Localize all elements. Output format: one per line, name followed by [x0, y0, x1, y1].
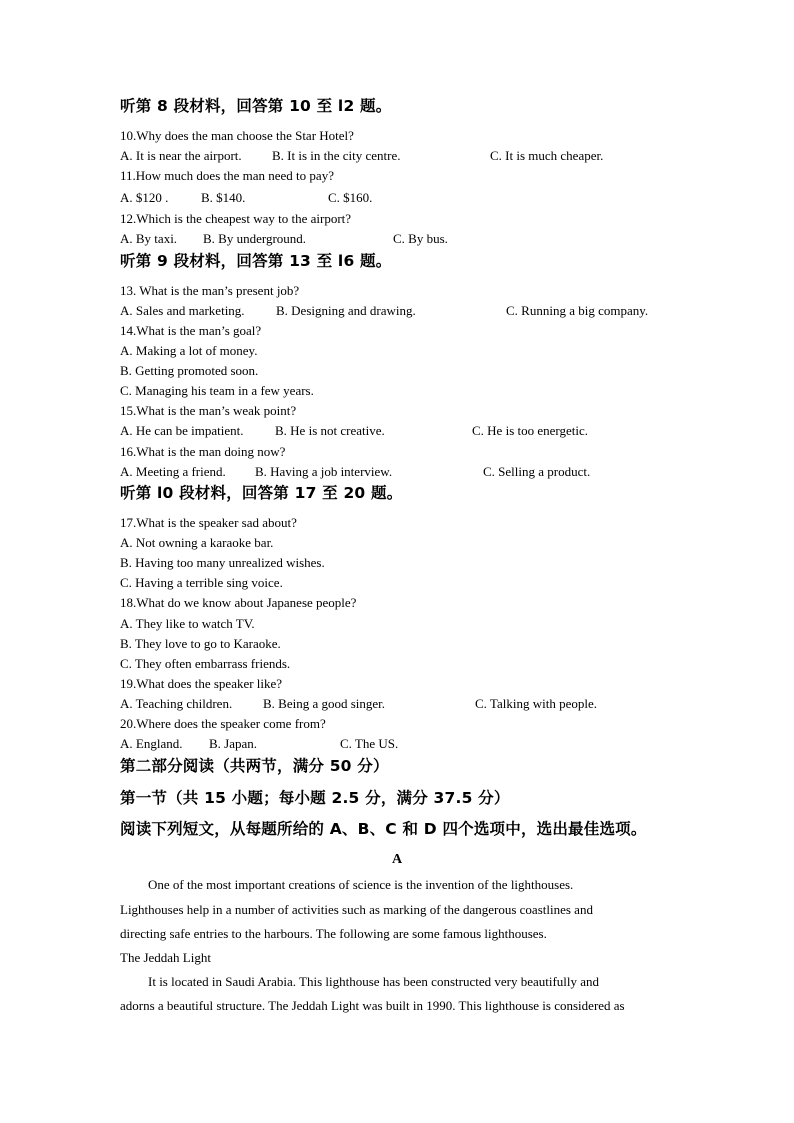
paragraph-2-line-1: It is located in Saudi Arabia. This lighthouse has been constructed very beautifully and	[148, 974, 600, 989]
question-17: 17.What is the speaker sad about?	[120, 515, 297, 530]
q19-option-b: B. Being a good singer.	[263, 696, 386, 711]
question-11: 11.How much does the man need to pay?	[120, 168, 334, 183]
q17-option-c: C. Having a terrible sing voice.	[120, 575, 283, 590]
q18-option-b: B. They love to go to Karaoke.	[120, 636, 281, 651]
question-19: 19.What does the speaker like?	[120, 676, 283, 691]
section-9-heading: 听第 9 段材料，回答第 13 至 l6 题。	[120, 252, 392, 270]
q16-option-c: C. Selling a product.	[483, 464, 591, 479]
question-14: 14.What is the man’s goal?	[120, 323, 262, 338]
paragraph-1-line-1: One of the most important creations of science is the invention of the lighthouses.	[148, 877, 574, 892]
question-20: 20.Where does the speaker come from?	[120, 716, 326, 731]
paragraph-1-line-2: Lighthouses help in a number of activities such as marking of the dangerous coastlines and	[120, 902, 593, 917]
section-8-heading: 听第 8 段材料，回答第 10 至 l2 题。	[120, 97, 392, 115]
q10-option-c: C. It is much cheaper.	[490, 148, 604, 163]
paragraph-1-line-3: directing safe entries to the harbours. The following are some famous lighthouses.	[120, 926, 547, 941]
q16-option-a: A. Meeting a friend.	[120, 464, 226, 479]
q20-option-b: B. Japan.	[209, 736, 258, 751]
q14-option-b: B. Getting promoted soon.	[120, 363, 259, 378]
q18-option-a: A. They like to watch TV.	[120, 616, 255, 631]
q15-option-b: B. He is not creative.	[275, 423, 385, 438]
q10-option-b: B. It is in the city centre.	[272, 148, 401, 163]
q17-option-b: B. Having too many unrealized wishes.	[120, 555, 325, 570]
q15-option-a: A. He can be impatient.	[120, 423, 244, 438]
q11-option-c: C. $160.	[328, 190, 373, 205]
question-18: 18.What do we know about Japanese people?	[120, 595, 357, 610]
q17-option-a: A. Not owning a karaoke bar.	[120, 535, 274, 550]
q11-option-a: A. $120 .	[120, 190, 169, 205]
question-16: 16.What is the man doing now?	[120, 444, 286, 459]
q12-option-b: B. By underground.	[203, 231, 307, 246]
section-1-heading: 第一节（共 15 小题；每小题 2.5 分，满分 37.5 分）	[120, 789, 510, 807]
q19-option-a: A. Teaching children.	[120, 696, 233, 711]
q12-option-c: C. By bus.	[393, 231, 448, 246]
passage-label: A	[391, 852, 403, 867]
part-2-heading: 第二部分阅读（共两节，满分 50 分）	[120, 757, 389, 775]
q19-option-c: C. Talking with people.	[475, 696, 597, 711]
q15-option-c: C. He is too energetic.	[472, 423, 589, 438]
q10-option-a: A. It is near the airport.	[120, 148, 242, 163]
q18-option-c: C. They often embarrass friends.	[120, 656, 291, 671]
q11-option-b: B. $140.	[201, 190, 246, 205]
subtitle-jeddah-light: The Jeddah Light	[120, 950, 211, 965]
q13-option-a: A. Sales and marketing.	[120, 303, 245, 318]
q14-option-a: A. Making a lot of money.	[120, 343, 258, 358]
section-10-heading: 听第 l0 段材料，回答第 17 至 20 题。	[120, 484, 403, 502]
q14-option-c: C. Managing his team in a few years.	[120, 383, 314, 398]
reading-instructions: 阅读下列短文，从每题所给的 A、B、C 和 D 四个选项中，选出最佳选项。	[120, 820, 647, 838]
q13-option-b: B. Designing and drawing.	[276, 303, 416, 318]
q12-option-a: A. By taxi.	[120, 231, 178, 246]
question-12: 12.Which is the cheapest way to the airport?	[120, 211, 352, 226]
q16-option-b: B. Having a job interview.	[255, 464, 393, 479]
paragraph-2-line-2: adorns a beautiful structure. The Jeddah Light was built in 1990. This lighthouse is considered as	[120, 998, 625, 1013]
q20-option-c: C. The US.	[340, 736, 399, 751]
q13-option-c: C. Running a big company.	[506, 303, 649, 318]
question-13: 13. What is the man’s present job?	[120, 283, 300, 298]
question-10: 10.Why does the man choose the Star Hotel?	[120, 128, 354, 143]
question-15: 15.What is the man’s weak point?	[120, 403, 297, 418]
q20-option-a: A. England.	[120, 736, 183, 751]
